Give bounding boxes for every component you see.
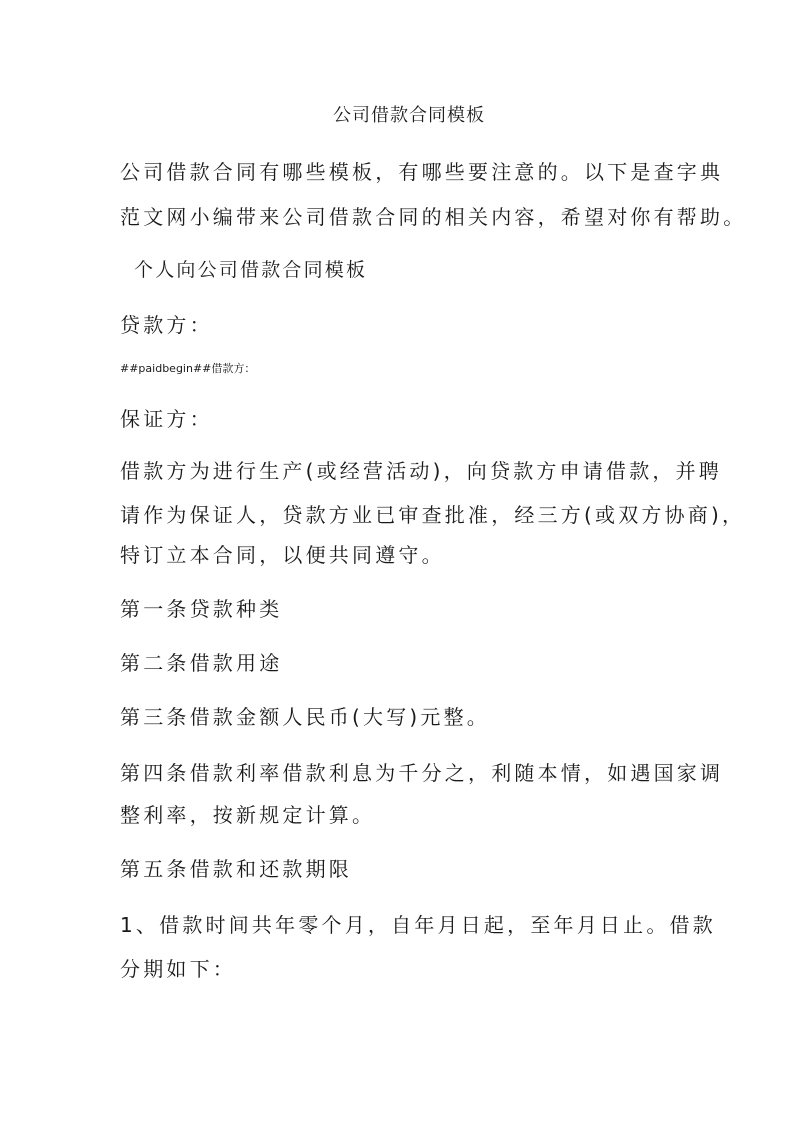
- preamble-line-3: 特订立本合同，以便共同遵守。: [120, 543, 445, 567]
- article-4-line-1: 第四条借款利率借款利息为千分之，利随本情，如遇国家调: [120, 761, 724, 785]
- intro-line-2: 范文网小编带来公司借款合同的相关内容，希望对你有帮助。: [120, 205, 747, 229]
- document-title: 公司借款合同模板: [333, 105, 485, 126]
- guarantor-label: 保证方：: [120, 407, 213, 431]
- article-1: 第一条贷款种类: [120, 597, 283, 621]
- article-4-line-2: 整利率，按新规定计算。: [120, 803, 376, 827]
- lender-label: 贷款方：: [120, 313, 213, 337]
- clause-1-line-1: 1、借款时间共年零个月，自年月日起，至年月日止。借款: [120, 913, 716, 937]
- section-heading: 个人向公司借款合同模板: [134, 259, 368, 281]
- article-5: 第五条借款和还款期限: [120, 857, 352, 881]
- preamble-line-1: 借款方为进行生产(或经营活动)，向贷款方申请借款，并聘: [120, 459, 723, 483]
- preamble-line-2: 请作为保证人，贷款方业已审查批准，经三方(或双方协商)，: [120, 503, 746, 527]
- article-3: 第三条借款金额人民币(大写)元整。: [120, 705, 491, 729]
- borrower-label: ##paidbegin##借款方：: [120, 362, 256, 375]
- article-2: 第二条借款用途: [120, 651, 283, 675]
- intro-line-1: 公司借款合同有哪些模板，有哪些要注意的。以下是查字典: [120, 160, 724, 184]
- clause-1-line-2: 分期如下：: [120, 957, 236, 981]
